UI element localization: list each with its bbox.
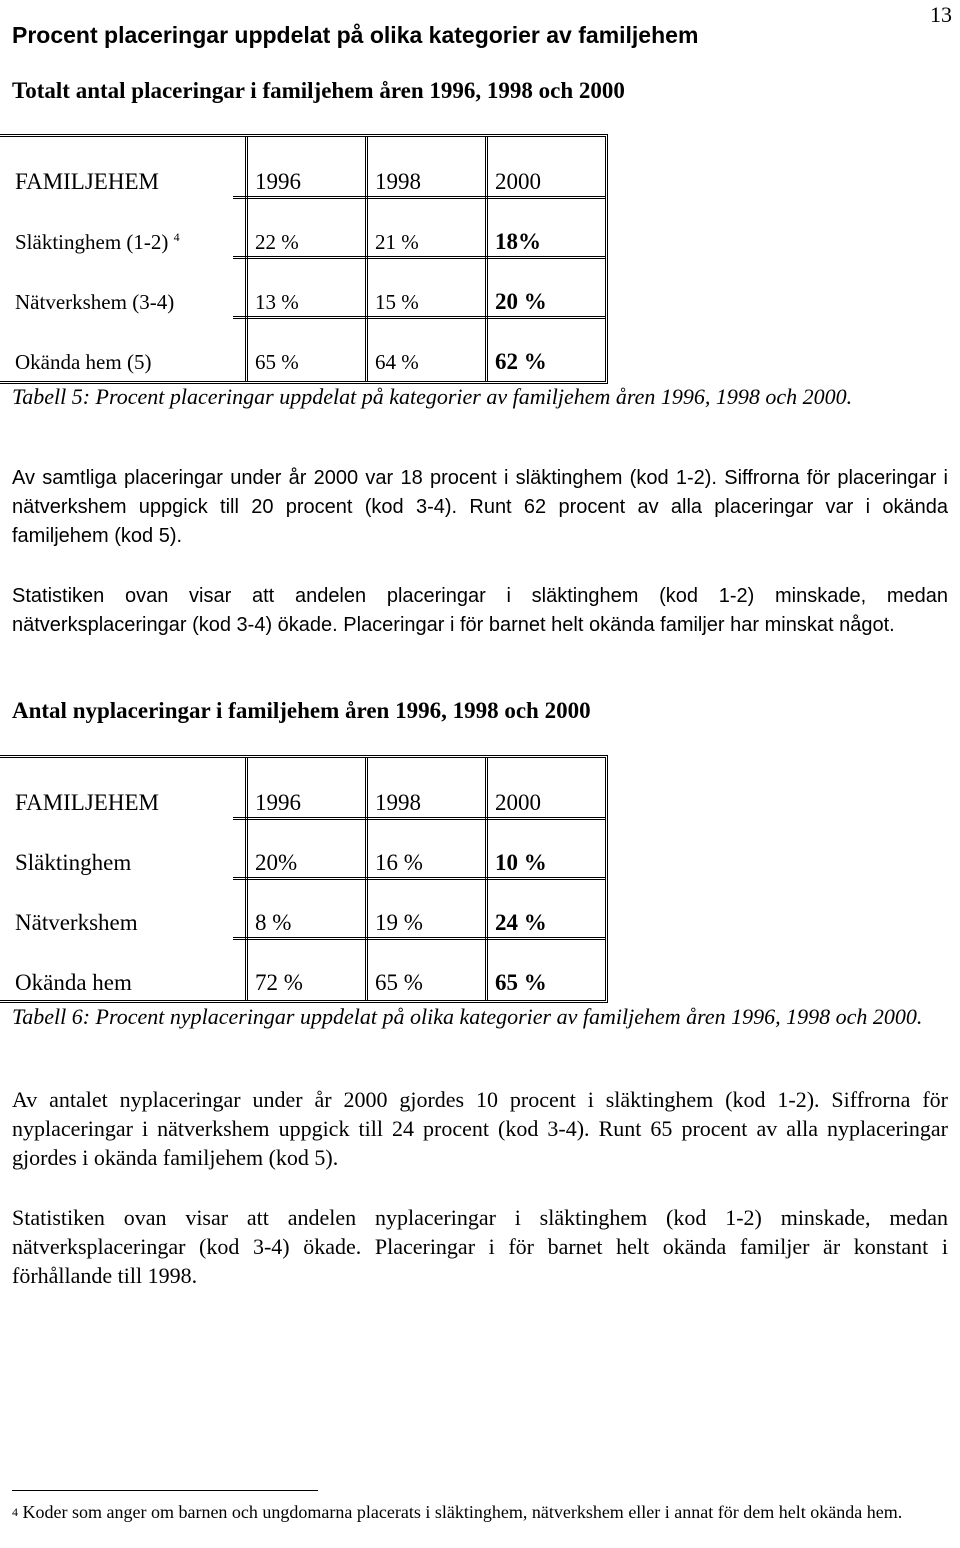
footnote xyxy=(12,1500,952,1524)
table2-row2-1996: 8 % xyxy=(255,910,292,935)
table1-row3-1998: 64 % xyxy=(375,350,419,374)
main-heading: Procent placeringar uppdelat på olika kategorier av familjehem xyxy=(12,22,699,48)
table1-row2-label: Nätverkshem (3-4) xyxy=(15,290,175,314)
table-1 xyxy=(0,134,608,384)
table1-header-label: FAMILJEHEM xyxy=(15,169,159,194)
table2-row1-label: Släktinghem xyxy=(15,850,132,875)
table1-header-2000: 2000 xyxy=(495,169,541,194)
table1-caption: Tabell 5: Procent placeringar uppdelat på kategorier av familjehem åren 1996, 1998 och 2000. xyxy=(12,384,853,409)
page-number: 13 xyxy=(930,2,952,27)
paragraph-1: Av samtliga placeringar under år 2000 var 18 procent i släktinghem (kod 1-2). Siffrorna för placeringar i nätverkshem uppgick till 20 procent (kod 3-4). Runt 62 procent av alla placeringar var i okända familjehem (kod 5). xyxy=(12,467,948,547)
table2-title: Antal nyplaceringar i familjehem åren 1996, 1998 och 2000 xyxy=(12,698,591,723)
table1-row1-1998: 21 % xyxy=(375,230,419,254)
table2-row3-1996: 72 % xyxy=(255,970,303,995)
table2-row1-1998: 16 % xyxy=(375,850,423,875)
footnote-mark: 4 xyxy=(12,1505,18,1519)
table2-header-label: FAMILJEHEM xyxy=(15,790,159,815)
table2-row2-1998: 19 % xyxy=(375,910,423,935)
table2-row3-1998: 65 % xyxy=(375,970,423,995)
footnote-divider xyxy=(12,1490,318,1491)
paragraph-2: Statistiken ovan visar att andelen placeringar i släktinghem (kod 1-2) minskade, medan nätverksplaceringar (kod 3-4) ökade. Placeringar i för barnet helt okända familjer har minskat något. xyxy=(12,585,948,636)
table1-row1-2000: 18% xyxy=(495,229,541,254)
table2-row2-label: Nätverkshem xyxy=(15,910,138,935)
table1-row2-1998: 15 % xyxy=(375,290,419,314)
table2-header-2000: 2000 xyxy=(495,790,541,815)
table1-row2-1996: 13 % xyxy=(255,290,299,314)
table2-header-1998: 1998 xyxy=(375,790,421,815)
table2-row1-1996: 20% xyxy=(255,850,298,875)
paragraph-3: Av antalet nyplaceringar under år 2000 gjordes 10 procent i släktinghem (kod 1-2). Siffrorna för nyplaceringar i nätverkshem uppgick till 24 procent (kod 3-4). Runt 65 procent av alla nyplaceringar gjordes i okända familjehem (kod 5). xyxy=(12,1087,948,1170)
table2-row2-2000: 24 % xyxy=(495,910,547,935)
table2-row3-label: Okända hem xyxy=(15,970,132,995)
footnote-ref: 4 xyxy=(173,230,180,244)
table2-row3-2000: 65 % xyxy=(495,970,547,995)
footnote-text: Koder som anger om barnen och ungdomarna placerats i släktinghem, nätverkshem eller i annat för dem helt okända hem. xyxy=(22,1502,903,1522)
paragraph-4: Statistiken ovan visar att andelen nyplaceringar i släktinghem (kod 1-2) minskade, medan nätverksplaceringar (kod 3-4) ökade. Placeringar i för barnet helt okända familjer är konstant i förhållande till 1998. xyxy=(12,1205,948,1288)
table1-header-1998: 1998 xyxy=(375,169,421,194)
table1-title: Totalt antal placeringar i familjehem åren 1996, 1998 och 2000 xyxy=(12,78,625,103)
table1-row1-label: Släktinghem (1-2) xyxy=(15,230,169,254)
table-2 xyxy=(0,755,608,1003)
table2-caption: Tabell 6: Procent nyplaceringar uppdelat på olika kategorier av familjehem åren 1996, 1998 och 2000. xyxy=(12,1004,923,1029)
table1-row1-1996: 22 % xyxy=(255,230,299,254)
table1-row3-1996: 65 % xyxy=(255,350,299,374)
table2-header-1996: 1996 xyxy=(255,790,301,815)
table1-row2-2000: 20 % xyxy=(495,289,547,314)
table1-row3-label: Okända hem (5) xyxy=(15,350,152,374)
table2-row1-2000: 10 % xyxy=(495,850,547,875)
table1-row3-2000: 62 % xyxy=(495,349,547,374)
table1-header-1996: 1996 xyxy=(255,169,301,194)
